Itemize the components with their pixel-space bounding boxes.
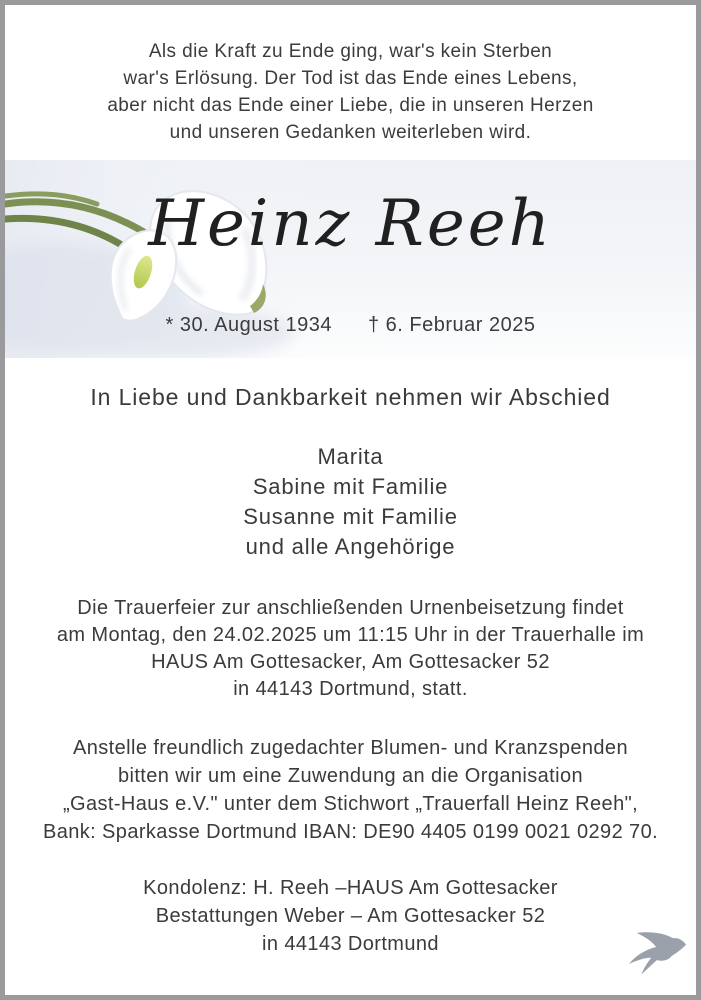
birth-date: * 30. August 1934 [165,314,332,336]
death-date: † 6. Februar 2025 [367,314,536,336]
donation-line: Bank: Sparkasse Dortmund IBAN: DE90 4405 0199 0021 0292 70. [42,821,659,843]
condolence-line: Kondolenz: H. Reeh –HAUS Am Gottesacker [143,877,558,899]
service-line: in 44143 Dortmund, statt. [233,678,468,700]
memorial-banner [5,160,696,358]
service-line: Die Trauerfeier zur anschließenden Urnenbeisetzung findet [77,597,624,619]
mourner: Marita [317,444,384,469]
epigraph-line: Als die Kraft zu Ende ging, war's kein Sterben [148,41,553,62]
donation-line: bitten wir um eine Zuwendung an die Organisation [117,765,584,787]
condolence-line: in 44143 Dortmund [262,933,439,955]
epigraph [5,38,696,146]
service-line: am Montag, den 24.02.2025 um 11:15 Uhr in der Trauerhalle im [56,624,645,646]
donation-details [5,734,696,846]
mourner: und alle Angehörige [245,534,456,559]
life-dates [5,312,696,338]
mourner: Susanne mit Familie [243,504,458,529]
mourner: Sabine mit Familie [252,474,449,499]
epigraph-line: aber nicht das Ende einer Liebe, die in unseren Herzen [107,95,594,116]
epigraph-line: und unseren Gedanken weiterleben wird. [169,122,532,143]
swallow-logo-icon [629,931,687,977]
donation-line: „Gast-Haus e.V." unter dem Stichwort „Trauerfall Heinz Reeh", [62,793,639,815]
deceased-name: Heinz Reeh [148,187,553,261]
mourners-list [5,442,696,562]
epigraph-line: war's Erlösung. Der Tod ist das Ende eines Lebens, [123,68,578,89]
condolence-address [5,874,696,958]
farewell-intro: In Liebe und Dankbarkeit nehmen wir Abschied [90,384,611,410]
service-line: HAUS Am Gottesacker, Am Gottesacker 52 [151,651,550,673]
service-details [5,595,696,703]
donation-line: Anstelle freundlich zugedachter Blumen- und Kranzspenden [73,737,628,759]
condolence-line: Bestattungen Weber – Am Gottesacker 52 [155,905,546,927]
